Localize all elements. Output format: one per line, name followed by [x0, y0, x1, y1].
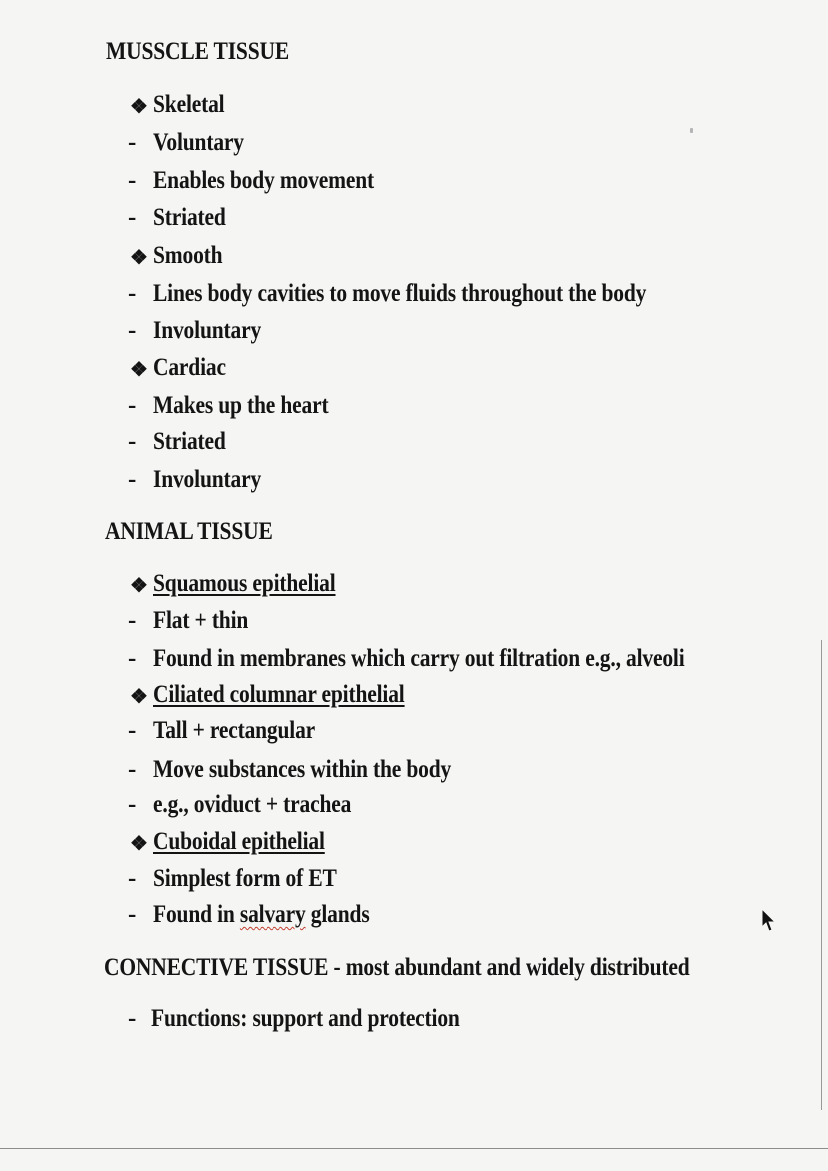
dash-marker: - — [128, 756, 137, 783]
sub-item-text: Simplest form of ET — [153, 865, 337, 892]
bullet-text: Ciliated columnar epithelial — [153, 681, 405, 708]
dash-marker: - — [128, 392, 137, 419]
sub-item-text: Functions: support and protection — [151, 1005, 460, 1032]
bullet-text: Squamous epithelial — [153, 570, 336, 597]
section-heading-animal-tissue: ANIMAL TISSUE — [105, 518, 273, 545]
diamond-bullet-icon: ❖ — [130, 247, 148, 269]
text-part: glands — [310, 901, 370, 928]
mouse-cursor-icon — [760, 907, 778, 937]
sub-item-text — [153, 901, 370, 929]
dash-marker: - — [128, 865, 137, 892]
sub-item-text: Involuntary — [153, 466, 262, 493]
bullet-text: Skeletal — [153, 91, 225, 118]
dash-marker: - — [128, 204, 137, 231]
sub-item-text: Lines body cavities to move fluids throughout the body — [153, 280, 647, 307]
section-heading-muscle-tissue: MUSSCLE TISSUE — [106, 38, 290, 65]
sub-item-text: Involuntary — [153, 317, 262, 344]
dash-marker: - — [128, 901, 137, 928]
text-part: Found in — [153, 901, 235, 928]
sub-item-text: Move substances within the body — [153, 756, 452, 783]
bullet-text: Cardiac — [153, 354, 226, 381]
sub-item-text: Makes up the heart — [153, 392, 329, 419]
sub-item-text: Flat + thin — [153, 607, 249, 634]
section-heading-connective-tissue: CONNECTIVE TISSUE - most abundant and widely distributed — [104, 954, 690, 981]
dash-marker: - — [128, 428, 137, 455]
sub-item-text: Found in membranes which carry out filtration e.g., alveoli — [153, 645, 685, 672]
diamond-bullet-icon: ❖ — [130, 833, 148, 855]
scan-edge-right — [821, 640, 822, 1110]
scan-speck — [690, 128, 693, 133]
dash-marker: - — [128, 717, 137, 744]
diamond-bullet-icon: ❖ — [130, 359, 148, 381]
dash-marker: - — [128, 317, 137, 344]
misspelled-word: salvary — [239, 901, 306, 928]
sub-item-text: Striated — [153, 428, 226, 455]
dash-marker: - — [128, 167, 137, 194]
bullet-text: Smooth — [153, 242, 223, 269]
diamond-bullet-icon: ❖ — [130, 686, 148, 708]
dash-marker: - — [128, 1005, 137, 1032]
sub-item-text: Tall + rectangular — [153, 717, 316, 744]
dash-marker: - — [128, 607, 137, 634]
sub-item-text: Striated — [153, 204, 226, 231]
dash-marker: - — [128, 645, 137, 672]
bullet-text: Cuboidal epithelial — [153, 828, 325, 855]
sub-item-text: e.g., oviduct + trachea — [153, 791, 352, 818]
diamond-bullet-icon: ❖ — [130, 575, 148, 597]
dash-marker: - — [128, 280, 137, 307]
sub-item-text: Enables body movement — [153, 167, 374, 194]
scan-edge-bottom — [0, 1148, 828, 1149]
dash-marker: - — [128, 791, 137, 818]
dash-marker: - — [128, 129, 137, 156]
sub-item-text: Voluntary — [153, 129, 244, 156]
diamond-bullet-icon: ❖ — [130, 96, 148, 118]
dash-marker: - — [128, 466, 137, 493]
